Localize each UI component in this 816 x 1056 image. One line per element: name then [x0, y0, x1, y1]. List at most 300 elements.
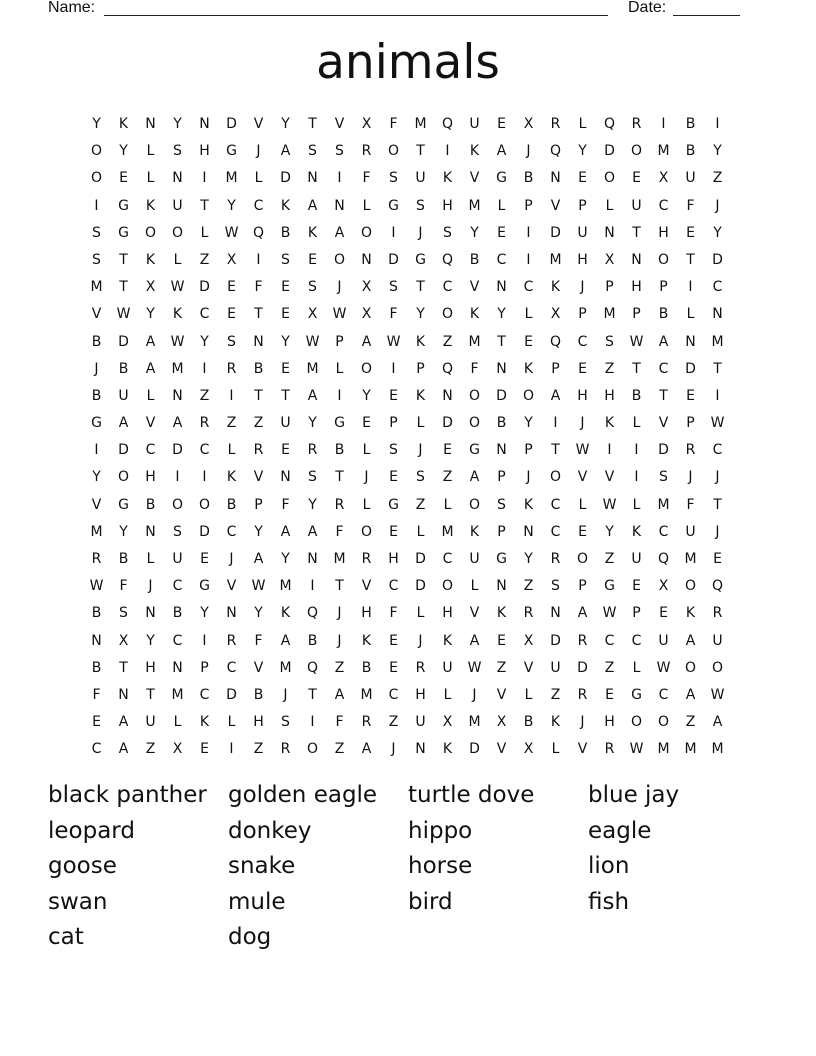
- grid-letter: F: [254, 279, 263, 296]
- word-list-item: swan: [48, 888, 108, 915]
- grid-letter: H: [658, 224, 669, 241]
- grid-letter: Y: [713, 143, 722, 160]
- grid-letter: E: [389, 387, 398, 404]
- grid-letter: A: [172, 415, 183, 432]
- grid-letter: Y: [470, 224, 479, 241]
- grid-letter: L: [335, 360, 344, 377]
- grid-letter: N: [415, 741, 426, 758]
- grid-letter: Q: [252, 224, 265, 241]
- grid-letter: I: [256, 251, 261, 268]
- word-list-row: [48, 778, 768, 814]
- grid-letter: Y: [254, 605, 263, 622]
- grid-letter: V: [91, 306, 102, 323]
- grid-letter: X: [361, 306, 372, 323]
- grid-letter: G: [496, 551, 507, 567]
- grid-letter: S: [173, 143, 182, 160]
- grid-row: [83, 464, 731, 491]
- grid-letter: O: [468, 496, 481, 513]
- grid-letter: T: [497, 333, 506, 350]
- grid-letter: W: [467, 659, 482, 676]
- grid-letter: M: [468, 714, 481, 731]
- grid-row: [83, 193, 731, 220]
- grid-letter: V: [145, 415, 156, 432]
- grid-letter: V: [577, 741, 588, 758]
- grid-letter: S: [659, 469, 668, 486]
- grid-letter: A: [658, 333, 669, 350]
- grid-letter: J: [688, 469, 693, 486]
- grid-letter: A: [307, 387, 318, 404]
- grid-letter: L: [497, 197, 506, 214]
- word-list-item: blue jay: [588, 782, 680, 808]
- grid-letter: N: [361, 251, 372, 268]
- grid-letter: U: [145, 714, 156, 731]
- grid-letter: R: [307, 442, 318, 459]
- grid-letter: E: [686, 387, 695, 404]
- grid-letter: K: [361, 632, 372, 649]
- grid-row: [83, 301, 731, 328]
- grid-letter: W: [656, 659, 671, 676]
- grid-letter: J: [580, 714, 585, 731]
- grid-letter: S: [416, 197, 425, 214]
- grid-letter: E: [686, 224, 695, 241]
- grid-letter: T: [335, 469, 344, 486]
- word-list-item: donkey: [228, 817, 312, 844]
- grid-letter: G: [118, 496, 129, 513]
- grid-letter: N: [91, 632, 102, 649]
- grid-letter: L: [443, 686, 452, 703]
- grid-letter: E: [632, 170, 641, 187]
- grid-letter: U: [469, 551, 480, 567]
- word-list: [48, 778, 768, 956]
- grid-letter: P: [605, 279, 614, 296]
- grid-letter: S: [605, 333, 614, 350]
- grid-letter: I: [175, 469, 180, 486]
- grid-letter: X: [658, 170, 669, 187]
- grid-letter: S: [308, 279, 317, 296]
- grid-letter: T: [551, 442, 560, 459]
- grid-letter: K: [172, 306, 183, 323]
- grid-row: [83, 655, 731, 682]
- grid-letter: M: [657, 741, 670, 758]
- grid-letter: L: [200, 224, 209, 241]
- grid-letter: T: [254, 387, 263, 404]
- grid-letter: H: [415, 686, 426, 703]
- grid-letter: M: [711, 741, 724, 758]
- grid-letter: K: [469, 143, 480, 160]
- grid-letter: K: [442, 170, 453, 187]
- grid-letter: Z: [712, 170, 723, 187]
- grid-letter: A: [118, 714, 129, 731]
- grid-letter: S: [308, 469, 317, 486]
- grid-letter: I: [391, 224, 396, 241]
- grid-letter: T: [119, 659, 128, 676]
- grid-letter: J: [526, 143, 531, 160]
- grid-letter: X: [442, 714, 453, 731]
- grid-letter: C: [658, 686, 669, 703]
- grid-letter: Y: [146, 306, 155, 323]
- grid-letter: A: [712, 714, 723, 731]
- grid-letter: O: [360, 224, 373, 241]
- grid-letter: Z: [334, 741, 345, 758]
- grid-letter: I: [310, 578, 315, 595]
- grid-letter: S: [497, 496, 506, 513]
- grid-letter: F: [470, 360, 479, 377]
- grid-letter: H: [631, 279, 642, 296]
- grid-letter: L: [551, 741, 560, 758]
- grid-letter: S: [281, 251, 290, 268]
- grid-letter: U: [280, 415, 291, 432]
- grid-letter: E: [497, 224, 506, 241]
- grid-letter: W: [629, 741, 644, 758]
- grid-letter: N: [145, 116, 156, 132]
- grid-letter: T: [416, 143, 425, 160]
- grid-letter: H: [604, 714, 615, 731]
- grid-letter: U: [712, 632, 723, 649]
- grid-letter: R: [685, 442, 696, 459]
- grid-letter: P: [632, 605, 641, 622]
- grid-letter: A: [280, 523, 291, 540]
- grid-letter: E: [281, 442, 290, 459]
- grid-letter: P: [389, 415, 398, 432]
- grid-letter: M: [657, 496, 670, 513]
- grid-letter: J: [148, 578, 153, 595]
- grid-letter: N: [172, 170, 183, 187]
- grid-letter: Y: [524, 415, 533, 432]
- date-blank-line: [673, 1, 740, 16]
- grid-letter: W: [710, 686, 725, 703]
- grid-letter: I: [553, 415, 558, 432]
- grid-letter: C: [388, 686, 399, 703]
- word-list-item: cat: [48, 924, 84, 950]
- grid-letter: Q: [441, 360, 454, 377]
- grid-letter: M: [549, 251, 562, 268]
- grid-letter: Z: [226, 415, 237, 432]
- grid-letter: V: [658, 415, 669, 432]
- grid-letter: E: [227, 279, 236, 296]
- grid-letter: J: [580, 279, 585, 296]
- grid-letter: I: [337, 170, 342, 187]
- grid-letter: M: [171, 686, 184, 703]
- grid-row: [83, 736, 731, 763]
- grid-row: [83, 709, 731, 736]
- grid-letter: G: [91, 415, 102, 432]
- grid-letter: V: [334, 116, 345, 132]
- word-list-item: eagle: [588, 817, 652, 844]
- grid-letter: Y: [119, 143, 128, 160]
- grid-letter: N: [442, 387, 453, 404]
- grid-letter: I: [634, 442, 639, 459]
- word-list-item: mule: [228, 888, 286, 915]
- grid-letter: T: [308, 686, 317, 703]
- grid-letter: X: [118, 632, 129, 649]
- grid-letter: R: [631, 116, 642, 132]
- grid-letter: I: [229, 741, 234, 758]
- grid-letter: O: [630, 714, 643, 731]
- grid-letter: O: [657, 714, 670, 731]
- grid-letter: E: [713, 551, 722, 567]
- word-list-item: black panther: [48, 782, 207, 808]
- grid-letter: M: [90, 279, 103, 296]
- grid-row: [83, 329, 731, 356]
- grid-letter: D: [469, 741, 480, 758]
- grid-letter: L: [605, 197, 614, 214]
- grid-letter: B: [118, 360, 129, 377]
- grid-letter: N: [496, 578, 507, 595]
- grid-letter: A: [496, 143, 507, 160]
- grid-letter: O: [387, 143, 400, 160]
- grid-letter: Z: [388, 714, 399, 731]
- grid-letter: G: [118, 224, 129, 241]
- grid-row: [83, 383, 731, 410]
- grid-row: [83, 437, 731, 464]
- grid-letter: F: [92, 686, 101, 703]
- grid-letter: J: [472, 686, 477, 703]
- grid-letter: O: [522, 387, 535, 404]
- grid-letter: R: [415, 659, 426, 676]
- grid-letter: S: [551, 578, 560, 595]
- grid-letter: E: [578, 360, 587, 377]
- grid-letter: Y: [281, 333, 290, 350]
- grid-row: [83, 628, 731, 655]
- grid-letter: W: [602, 605, 617, 622]
- grid-letter: X: [226, 251, 237, 268]
- grid-letter: R: [91, 551, 102, 567]
- grid-letter: W: [629, 333, 644, 350]
- grid-letter: Y: [200, 333, 209, 350]
- grid-letter: B: [307, 632, 318, 649]
- grid-letter: Q: [657, 551, 670, 567]
- grid-letter: Y: [416, 306, 425, 323]
- grid-letter: J: [229, 551, 234, 567]
- grid-letter: N: [199, 116, 210, 132]
- grid-letter: B: [523, 714, 534, 731]
- grid-letter: E: [281, 360, 290, 377]
- grid-letter: A: [118, 415, 129, 432]
- grid-letter: Y: [254, 523, 263, 540]
- grid-letter: F: [686, 496, 695, 513]
- grid-letter: V: [469, 605, 480, 622]
- grid-letter: E: [389, 659, 398, 676]
- grid-letter: L: [578, 116, 587, 132]
- grid-letter: T: [713, 496, 722, 513]
- grid-row: [83, 546, 731, 573]
- grid-letter: E: [389, 523, 398, 540]
- grid-letter: D: [226, 116, 237, 132]
- grid-letter: S: [389, 279, 398, 296]
- grid-letter: Y: [281, 551, 290, 567]
- grid-letter: M: [684, 551, 697, 567]
- grid-letter: W: [89, 578, 104, 595]
- grid-letter: C: [199, 686, 210, 703]
- grid-letter: L: [686, 306, 695, 323]
- grid-letter: K: [469, 523, 480, 540]
- grid-letter: Z: [442, 469, 453, 486]
- grid-letter: K: [469, 306, 480, 323]
- grid-letter: K: [550, 714, 561, 731]
- grid-letter: Y: [497, 306, 506, 323]
- grid-letter: I: [337, 387, 342, 404]
- grid-letter: E: [524, 333, 533, 350]
- grid-letter: J: [418, 632, 423, 649]
- grid-letter: M: [279, 659, 292, 676]
- name-label: Name:: [48, 0, 96, 16]
- grid-letter: K: [118, 116, 129, 132]
- grid-letter: W: [116, 306, 131, 323]
- grid-letter: E: [362, 415, 371, 432]
- grid-letter: T: [416, 279, 425, 296]
- grid-letter: C: [712, 279, 723, 296]
- grid-letter: H: [145, 469, 156, 486]
- grid-letter: C: [145, 442, 156, 459]
- grid-letter: C: [658, 197, 669, 214]
- grid-letter: A: [280, 143, 291, 160]
- grid-letter: E: [200, 741, 209, 758]
- grid-letter: Z: [604, 659, 615, 676]
- grid-letter: K: [604, 415, 615, 432]
- grid-letter: R: [550, 551, 561, 567]
- word-list-item: hippo: [408, 817, 473, 844]
- grid-letter: O: [468, 387, 481, 404]
- grid-letter: V: [604, 469, 615, 486]
- grid-letter: P: [524, 197, 533, 214]
- grid-letter: S: [416, 469, 425, 486]
- grid-letter: M: [171, 360, 184, 377]
- grid-letter: A: [145, 360, 156, 377]
- grid-letter: Y: [92, 469, 101, 486]
- grid-letter: O: [360, 360, 373, 377]
- grid-letter: O: [657, 251, 670, 268]
- grid-letter: O: [198, 496, 211, 513]
- grid-letter: A: [361, 333, 372, 350]
- grid-letter: M: [333, 551, 346, 567]
- grid-letter: Y: [308, 496, 317, 513]
- grid-letter: U: [415, 714, 426, 731]
- grid-letter: E: [578, 523, 587, 540]
- grid-letter: L: [227, 442, 236, 459]
- grid-letter: L: [470, 578, 479, 595]
- grid-letter: X: [523, 116, 534, 132]
- grid-letter: N: [145, 523, 156, 540]
- grid-letter: N: [496, 442, 507, 459]
- grid-letter: X: [172, 741, 183, 758]
- grid-letter: Z: [199, 251, 210, 268]
- grid-letter: M: [441, 523, 454, 540]
- grid-letter: D: [496, 387, 507, 404]
- grid-letter: E: [281, 306, 290, 323]
- grid-letter: D: [226, 686, 237, 703]
- grid-letter: J: [715, 469, 720, 486]
- grid-letter: O: [603, 170, 616, 187]
- grid-letter: N: [307, 551, 318, 567]
- grid-letter: S: [173, 523, 182, 540]
- grid-letter: J: [94, 360, 99, 377]
- grid-letter: D: [712, 251, 723, 268]
- grid-letter: G: [496, 170, 507, 187]
- grid-letter: F: [281, 496, 290, 513]
- grid-letter: G: [469, 442, 480, 459]
- grid-letter: X: [523, 632, 534, 649]
- grid-letter: L: [362, 442, 371, 459]
- grid-letter: M: [360, 686, 373, 703]
- grid-letter: E: [497, 116, 506, 132]
- grid-letter: D: [577, 659, 588, 676]
- grid-letter: U: [685, 170, 696, 187]
- grid-letter: R: [523, 605, 534, 622]
- grid-letter: B: [118, 551, 129, 567]
- grid-row: [83, 111, 731, 138]
- grid-letter: B: [280, 224, 291, 241]
- grid-letter: I: [202, 469, 207, 486]
- grid-letter: Y: [173, 116, 182, 132]
- grid-letter: I: [229, 387, 234, 404]
- grid-letter: T: [200, 197, 209, 214]
- grid-letter: T: [659, 387, 668, 404]
- grid-letter: P: [578, 578, 587, 595]
- grid-letter: G: [631, 686, 642, 703]
- grid-letter: V: [496, 741, 507, 758]
- word-list-item: golden eagle: [228, 782, 378, 808]
- grid-letter: R: [253, 442, 264, 459]
- grid-letter: V: [226, 578, 237, 595]
- grid-letter: K: [145, 197, 156, 214]
- grid-letter: B: [91, 605, 102, 622]
- grid-letter: B: [469, 251, 480, 268]
- grid-letter: H: [604, 387, 615, 404]
- grid-letter: W: [170, 333, 185, 350]
- grid-letter: T: [119, 251, 128, 268]
- grid-letter: K: [307, 224, 318, 241]
- grid-letter: K: [550, 279, 561, 296]
- grid-letter: V: [361, 578, 372, 595]
- word-list-item: snake: [228, 853, 296, 879]
- grid-letter: D: [172, 442, 183, 459]
- grid-letter: N: [685, 333, 696, 350]
- word-list-item: bird: [408, 888, 453, 915]
- grid-letter: B: [91, 387, 102, 404]
- grid-letter: K: [280, 605, 291, 622]
- grid-letter: A: [307, 197, 318, 214]
- grid-letter: K: [496, 605, 507, 622]
- grid-letter: W: [386, 333, 401, 350]
- grid-letter: B: [496, 415, 507, 432]
- grid-letter: N: [712, 306, 723, 323]
- grid-letter: W: [602, 496, 617, 513]
- grid-letter: I: [661, 116, 666, 132]
- grid-letter: L: [362, 496, 371, 513]
- grid-letter: J: [391, 741, 396, 758]
- grid-letter: U: [172, 551, 183, 567]
- grid-letter: D: [199, 279, 210, 296]
- grid-letter: K: [415, 333, 426, 350]
- word-list-item: lion: [588, 853, 630, 879]
- grid-letter: C: [658, 360, 669, 377]
- grid-letter: V: [253, 659, 264, 676]
- grid-letter: X: [145, 279, 156, 296]
- grid-letter: J: [337, 279, 342, 296]
- grid-letter: D: [550, 632, 561, 649]
- grid-letter: P: [497, 469, 506, 486]
- grid-letter: L: [416, 415, 425, 432]
- grid-letter: R: [577, 632, 588, 649]
- grid-letter: C: [631, 632, 642, 649]
- grid-letter: V: [253, 116, 264, 132]
- grid-letter: I: [526, 224, 531, 241]
- grid-letter: O: [711, 659, 724, 676]
- grid-letter: Y: [308, 415, 317, 432]
- grid-letter: L: [146, 387, 155, 404]
- grid-letter: U: [469, 116, 480, 132]
- grid-letter: D: [388, 251, 399, 268]
